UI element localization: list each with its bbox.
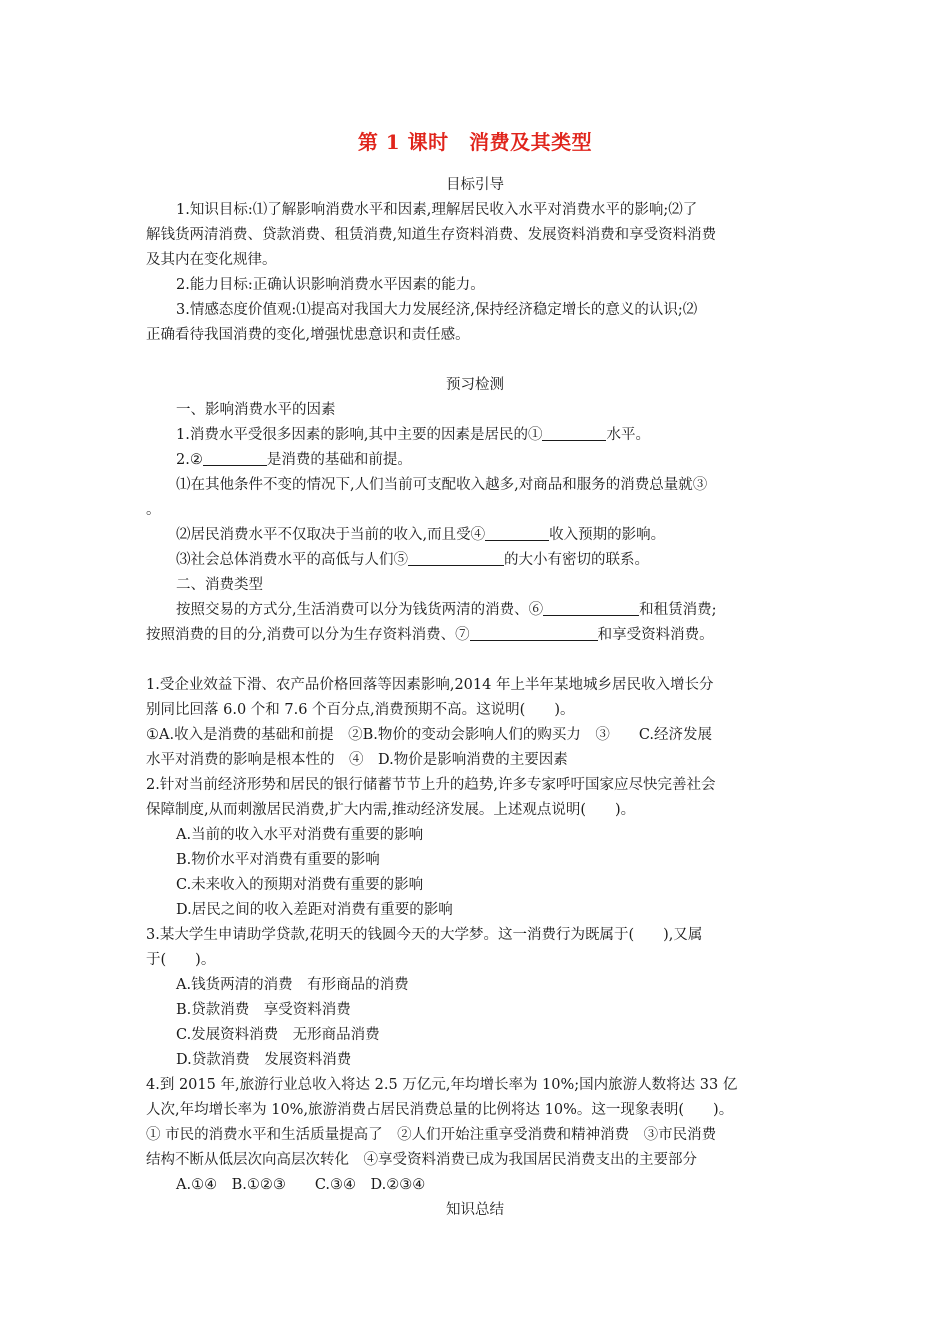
goal-2: 2.能力目标:正确认识影响消费水平因素的能力。 <box>176 277 485 293</box>
preview-item-3-end: 。 <box>146 502 161 518</box>
preview-text: 水平。 <box>606 427 650 443</box>
question-1-line-2: 别同比回落 6.0 个和 7.6 个百分点,消费预期不高。这说明( )。 <box>146 702 575 718</box>
goal-1-line-2: 解钱货两清消费、贷款消费、租赁消费,知道生存资料消费、发展资料消费和享受资料消费 <box>146 227 717 243</box>
goal-3-line-1: 3.情感态度价值观:⑴提高对我国大力发展经济,保持经济稳定增长的意义的认识;⑵ <box>176 302 698 318</box>
goal-3-line-2: 正确看待我国消费的变化,增强忧患意识和责任感。 <box>146 327 470 343</box>
summary-heading: 知识总结 <box>446 1202 504 1218</box>
fill-blank-5[interactable] <box>408 551 504 566</box>
question-3-line-1: 3.某大学生申请助学贷款,花明天的钱圆今天的大学梦。这一消费行为既属于( ),又属 <box>146 927 703 943</box>
preview-item-7 <box>146 625 810 645</box>
fill-blank-2[interactable] <box>203 451 267 466</box>
question-1-line-4: 水平对消费的影响是根本性的 ④ D.物价是影响消费的主要因素 <box>146 752 568 768</box>
preview-text: 和享受资料消费。 <box>597 627 714 643</box>
question-2-option-c: C.未来收入的预期对消费有重要的影响 <box>176 877 424 893</box>
preview-text: 1.消费水平受很多因素的影响,其中主要的因素是居民的① <box>176 427 543 443</box>
preview-text: 的大小有密切的联系。 <box>504 552 649 568</box>
preview-item-6 <box>176 600 810 620</box>
fill-blank-1[interactable] <box>542 426 606 441</box>
question-2-line-2: 保障制度,从而刺激居民消费,扩大内需,推动经济发展。上述观点说明( )。 <box>146 802 636 818</box>
fill-blank-4[interactable] <box>485 526 549 541</box>
goal-1-line-1: 1.知识目标:⑴了解影响消费水平和因素,理解居民收入水平对消费水平的影响;⑵了 <box>176 202 698 218</box>
page-title: 第 1 课时 消费及其类型 <box>357 130 593 154</box>
question-3-option-d: D.贷款消费 发展资料消费 <box>176 1052 352 1068</box>
question-2-option-b: B.物价水平对消费有重要的影响 <box>176 852 380 868</box>
question-4-line-4: 结构不断从低层次向高层次转化 ④享受资料消费已成为我国居民消费支出的主要部分 <box>146 1152 697 1168</box>
fill-blank-6[interactable] <box>543 601 639 616</box>
question-3-option-c: C.发展资料消费 无形商品消费 <box>176 1027 380 1043</box>
preview-text: 按照消费的目的分,消费可以分为生存资料消费、⑦ <box>146 627 470 643</box>
question-1-line-3: ①A.收入是消费的基础和前提 ②B.物价的变动会影响人们的购买力 ③ C.经济发展 <box>146 727 713 743</box>
preview-text: ⑵居民消费水平不仅取决于当前的收入,而且受④ <box>176 527 486 543</box>
question-4-line-3: ① 市民的消费水平和生活质量提高了 ②人们开始注重享受消费和精神消费 ③市民消费 <box>146 1127 717 1143</box>
preview-text: 是消费的基础和前提。 <box>266 452 412 468</box>
goals-heading: 目标引导 <box>446 177 504 193</box>
question-4-line-2: 人次,年均增长率为 10%,旅游消费占居民消费总量的比例将达 10%。这一现象表明( )。 <box>146 1102 734 1118</box>
preview-text: 和租赁消费; <box>639 602 717 618</box>
preview-item-1 <box>176 425 810 445</box>
question-3-option-b: B.贷款消费 享受资料消费 <box>176 1002 351 1018</box>
goal-1-line-3: 及其内在变化规律。 <box>146 252 277 268</box>
preview-item-4 <box>176 525 810 545</box>
question-3-option-a: A.钱货两清的消费 有形商品的消费 <box>176 977 409 993</box>
preview-item-2 <box>176 450 810 470</box>
preview-text: ⑶社会总体消费水平的高低与人们⑤ <box>176 552 408 568</box>
question-2-option-d: D.居民之间的收入差距对消费有重要的影响 <box>176 902 453 918</box>
question-2-option-a: A.当前的收入水平对消费有重要的影响 <box>176 827 424 843</box>
preview-item-3: ⑴在其他条件不变的情况下,人们当前可支配收入越多,对商品和服务的消费总量就③ <box>176 477 708 493</box>
question-2-line-1: 2.针对当前经济形势和居民的银行储蓄节节上升的趋势,许多专家呼吁国家应尽快完善社会 <box>146 777 716 793</box>
question-3-line-2: 于( )。 <box>146 952 216 968</box>
section-1-heading: 一、影响消费水平的因素 <box>176 402 336 418</box>
preview-text: 按照交易的方式分,生活消费可以分为钱货两清的消费、⑥ <box>176 602 544 618</box>
question-4-options: A.①④ B.①②③ C.③④ D.②③④ <box>176 1177 426 1193</box>
preview-text: 收入预期的影响。 <box>549 527 666 543</box>
question-1-line-1: 1.受企业效益下滑、农产品价格回落等因素影响,2014 年上半年某地城乡居民收入增长分 <box>146 677 714 693</box>
section-2-heading: 二、消费类型 <box>176 577 263 593</box>
fill-blank-7[interactable] <box>470 626 598 641</box>
preview-text: 2.② <box>176 452 203 468</box>
preview-item-5 <box>176 550 810 570</box>
preview-heading: 预习检测 <box>446 377 504 393</box>
question-4-line-1: 4.到 2015 年,旅游行业总收入将达 2.5 万亿元,年均增长率为 10%;国内旅游人数将达 33 亿 <box>146 1077 738 1093</box>
